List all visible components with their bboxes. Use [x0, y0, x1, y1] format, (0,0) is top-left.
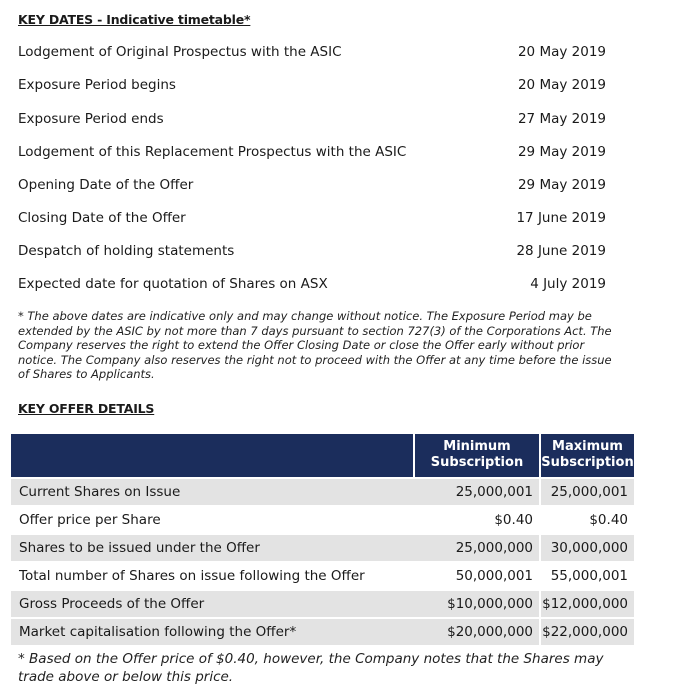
row-label: Shares to be issued under the Offer [11, 535, 415, 561]
row-minimum: $10,000,000 [415, 591, 539, 617]
timetable-date: 27 May 2019 [517, 111, 606, 127]
row-maximum: 55,000,001 [550, 568, 628, 584]
key-dates-heading: KEY DATES - Indicative timetable* [18, 12, 251, 27]
timetable-event: Exposure Period begins [18, 77, 176, 93]
timetable-date: 4 July 2019 [530, 276, 606, 292]
row-maximum: 30,000,000 [541, 535, 634, 561]
key-offer-details-heading: KEY OFFER DETAILS [18, 401, 155, 416]
row-maximum: $0.40 [589, 512, 628, 528]
timetable-date: 20 May 2019 [517, 77, 606, 93]
table-row [11, 535, 634, 563]
header-minimum-cell [415, 434, 539, 477]
timetable-date: 29 May 2019 [517, 177, 606, 193]
table-row [11, 619, 634, 647]
timetable-event: Lodgement of this Replacement Prospectus with the ASIC [18, 144, 407, 160]
row-minimum: $20,000,000 [415, 619, 539, 645]
offer-table-header [11, 434, 634, 477]
timetable-note: * The above dates are indicative only and may change without notice. The Exposure Period may be extended by the ASIC by not more than 7 days pursuant to section 727(3) of the Corporations Act. The Company reserves the right to extend the Offer Closing Date or close the Offer early without prior notice. The Company also reserves the right not to proceed with the Offer at any time before the issue of Shares to Applicants. [18, 309, 612, 381]
table-row [11, 479, 634, 507]
timetable-date: 20 May 2019 [517, 44, 606, 60]
row-minimum: $0.40 [494, 512, 533, 528]
timetable-row [18, 144, 606, 164]
table-row [11, 591, 634, 619]
header-label-cell [11, 434, 413, 477]
timetable-row [18, 77, 606, 97]
timetable-row [18, 276, 606, 296]
row-maximum: 25,000,001 [541, 479, 634, 505]
row-label: Offer price per Share [19, 512, 161, 528]
timetable-date: 29 May 2019 [517, 144, 606, 160]
timetable-event: Exposure Period ends [18, 111, 164, 127]
timetable-date: 17 June 2019 [516, 210, 606, 226]
row-minimum: 25,000,001 [415, 479, 539, 505]
maximum-subscription-header: Maximum Subscription [541, 439, 634, 470]
row-minimum: 50,000,001 [455, 568, 533, 584]
row-label: Current Shares on Issue [11, 479, 415, 505]
timetable-event: Closing Date of the Offer [18, 210, 186, 226]
table-row [11, 507, 634, 535]
table-row [11, 563, 634, 591]
timetable-date: 28 June 2019 [516, 243, 606, 259]
timetable-row [18, 210, 606, 230]
timetable-row [18, 243, 606, 263]
row-maximum: $12,000,000 [541, 591, 634, 617]
timetable-event: Opening Date of the Offer [18, 177, 194, 193]
timetable-event: Despatch of holding statements [18, 243, 235, 259]
row-label: Market capitalisation following the Offer* [11, 619, 415, 645]
timetable-row [18, 44, 606, 64]
row-maximum: $22,000,000 [541, 619, 634, 645]
offer-footnote: * Based on the Offer price of $0.40, however, the Company notes that the Shares may trade above or below this price. [18, 651, 604, 685]
timetable-event: Lodgement of Original Prospectus with the ASIC [18, 44, 342, 60]
row-label: Gross Proceeds of the Offer [11, 591, 415, 617]
minimum-subscription-header: Minimum Subscription [430, 439, 524, 470]
row-minimum: 25,000,000 [415, 535, 539, 561]
timetable-event: Expected date for quotation of Shares on ASX [18, 276, 328, 292]
row-label: Total number of Shares on issue following the Offer [19, 568, 365, 584]
timetable-row [18, 111, 606, 131]
timetable-row [18, 177, 606, 197]
header-maximum-cell [541, 434, 634, 477]
offer-table [11, 434, 634, 647]
